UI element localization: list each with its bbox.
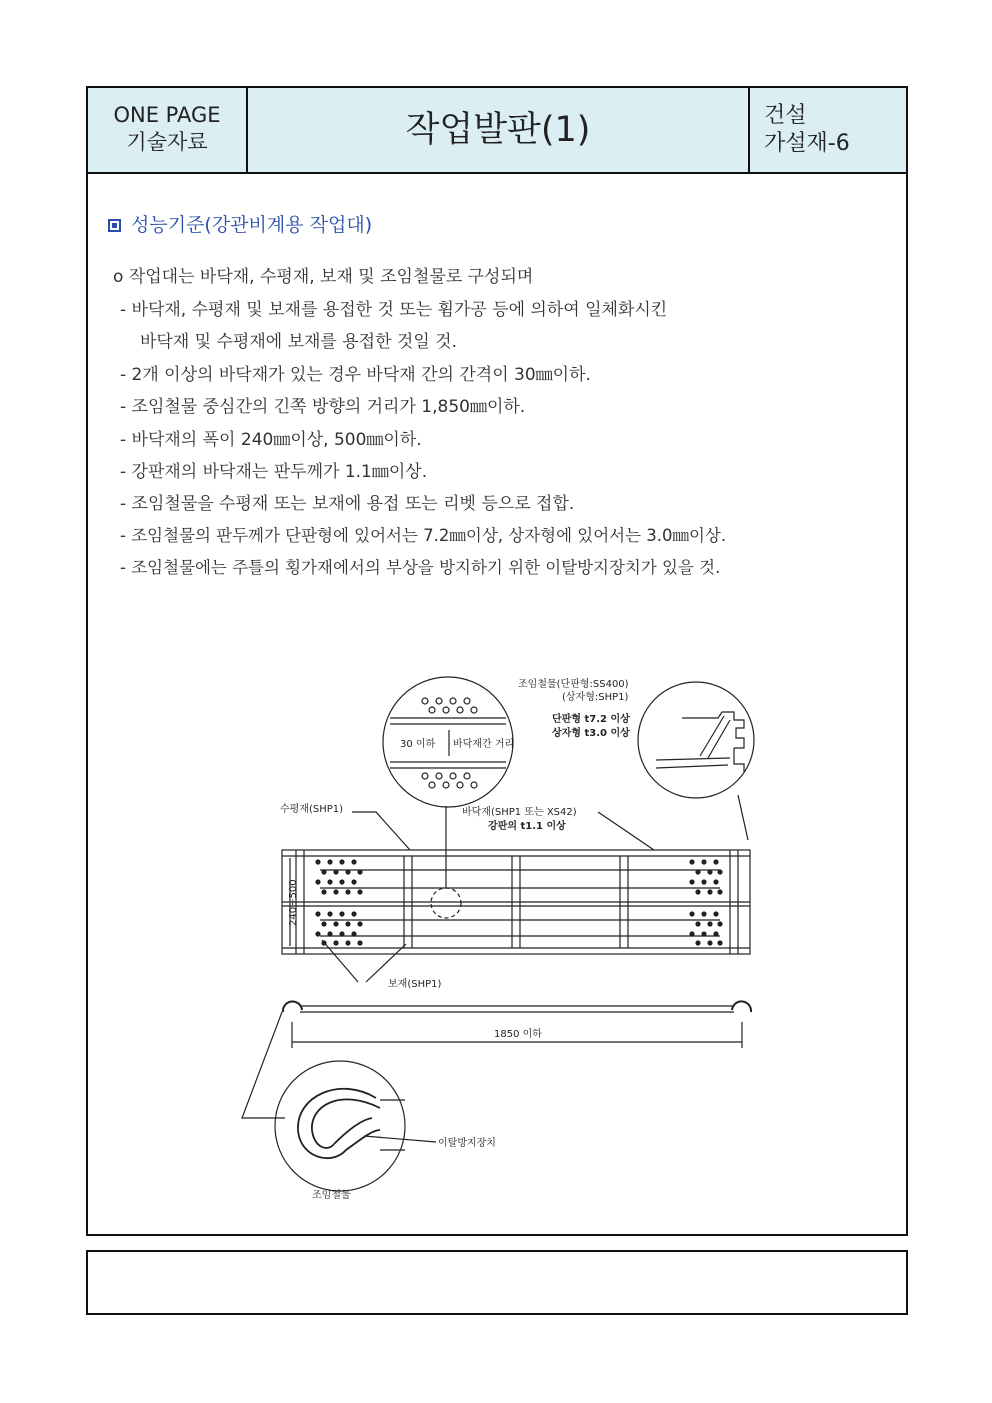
body-line: - 조임철물을 수평재 또는 보재에 용접 또는 리벳 등으로 접합. xyxy=(120,494,575,514)
doc-type-line2: 기술자료 xyxy=(126,130,208,154)
label-thickness-box: 상자형 t3.0 이상 xyxy=(552,728,630,739)
label-gap: 바닥재간 거리 xyxy=(453,739,515,750)
footer-box xyxy=(86,1250,908,1315)
body-line: - 조임철물의 판두께가 단판형에 있어서는 7.2㎜이상, 상자형에 있어서는 3.0㎜이상. xyxy=(120,526,727,545)
body-line: - 바닥재의 폭이 240㎜이상, 500㎜이하. xyxy=(120,430,422,450)
label-length-limit: 1850 이하 xyxy=(494,1029,542,1040)
category-line1: 건설 xyxy=(764,103,807,128)
category-line2: 가설재-6 xyxy=(764,131,850,156)
label-width-range: 240~500 xyxy=(288,879,299,926)
label-gap-limit: 30 이하 xyxy=(400,739,436,750)
section-title-text: 성능기준(강관비계용 작업대) xyxy=(131,214,373,236)
body-line: - 2개 이상의 바닥재가 있는 경우 바닥재 간의 간격이 30㎜이하. xyxy=(120,365,591,385)
doc-type-line1: ONE PAGE xyxy=(113,103,221,127)
body-line: - 바닥재, 수평재 및 보재를 용접한 것 또는 휨가공 등에 의하여 일체화시킨 xyxy=(120,300,668,320)
clamp-hook-circle xyxy=(275,1061,405,1191)
label-clamp-material-box: (상자형:SHP1) xyxy=(562,692,629,703)
label-floor-thickness: 강판의 t1.1 이상 xyxy=(488,821,566,832)
gap-callout-circle xyxy=(431,888,461,918)
label-clamp-material: 조임철물(단판형:SS400) xyxy=(518,679,629,690)
body-line: 바닥재 및 수평재에 보재를 용접한 것일 것. xyxy=(140,332,458,352)
label-thickness-single: 단판형 t7.2 이상 xyxy=(552,714,630,725)
body-line: - 강판재의 바닥재는 판두께가 1.1㎜이상. xyxy=(120,462,428,482)
body-line: - 조임철물에는 주틀의 횡가재에서의 부상을 방지하기 위한 이탈방지장치가 있을 것. xyxy=(120,558,721,577)
label-beam-member: 보재(SHP1) xyxy=(388,979,442,990)
body-line: - 조임철물 중심간의 긴쪽 방향의 거리가 1,850㎜이하. xyxy=(120,397,526,417)
label-floor-member: 바닥재(SHP1 또는 XS42) xyxy=(462,807,577,818)
clamp-detail-circle xyxy=(638,682,754,798)
body-line: o 작업대는 바닥재, 수평재, 보재 및 조임철물로 구성되며 xyxy=(113,267,534,287)
label-anti-detach: 이탈방지장치 xyxy=(438,1138,496,1149)
label-clamp: 조임철물 xyxy=(312,1190,351,1201)
page-title: 작업발판(1) xyxy=(248,88,750,172)
label-horizontal-member: 수평재(SHP1) xyxy=(280,804,344,815)
